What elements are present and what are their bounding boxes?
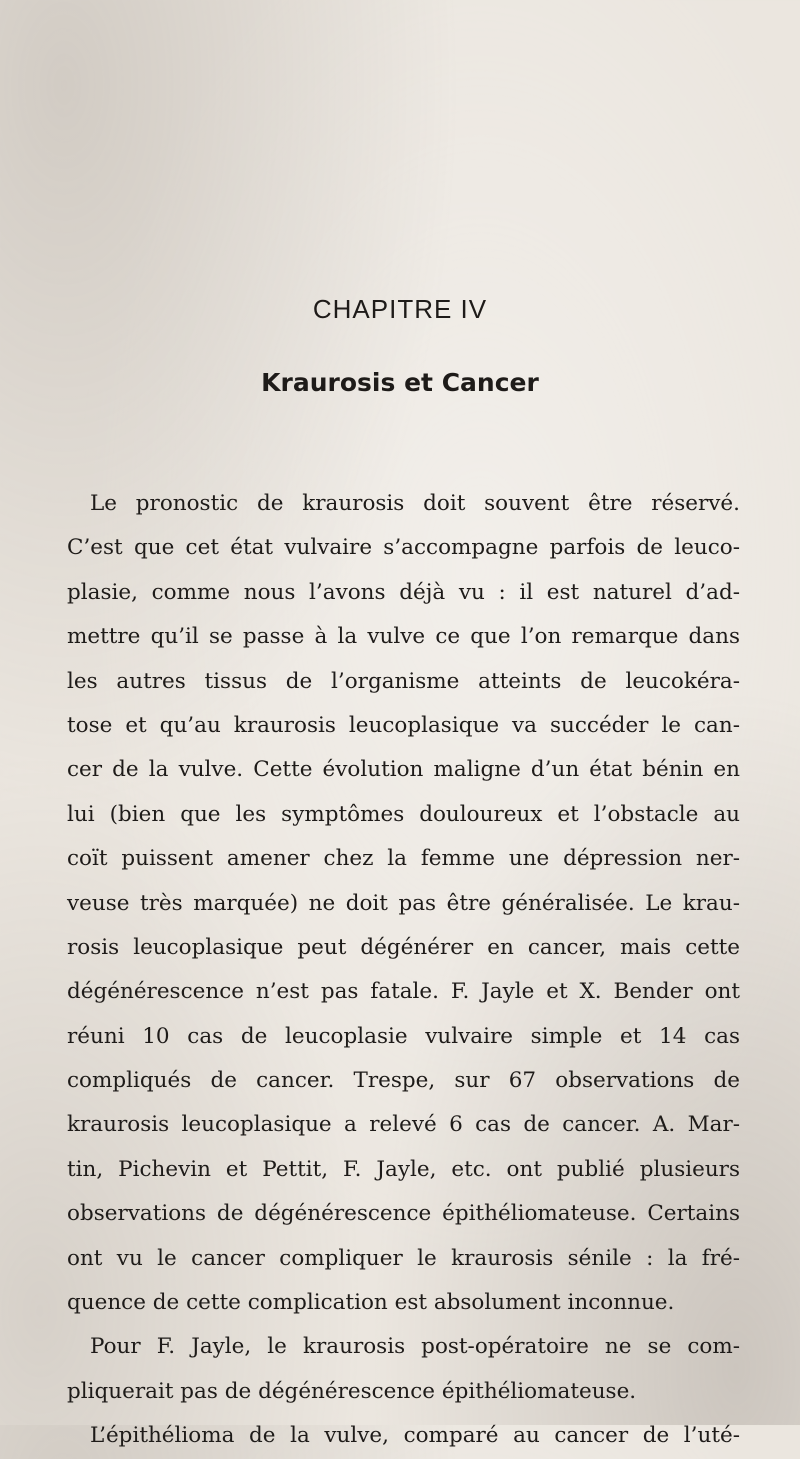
text-line: compliqués de cancer. Trespe, sur 67 observations de: [67, 1068, 740, 1094]
text-line: Le pronostic de kraurosis doit souvent être réservé.: [90, 491, 740, 516]
text-line: veuse très marquée) ne doit pas être généralisée. Le krau-: [67, 890, 740, 916]
text-line: coït puissent amener chez la femme une dépression ner-: [67, 846, 740, 872]
text-line: ont vu le cancer compliquer le kraurosis sénile : la fré-: [67, 1245, 740, 1271]
text-line: dégénérescence n’est pas fatale. F. Jayle et X. Bender ont: [67, 979, 740, 1005]
text-line: observations de dégénérescence épithéliomateuse. Certains: [67, 1201, 740, 1227]
chapter-heading: CHAPITRE IV: [312, 294, 488, 324]
text-line: tin, Pichevin et Pettit, F. Jayle, etc. ont publié plusieurs: [67, 1156, 740, 1182]
text-line: tose et qu’au kraurosis leucoplasique va succéder le can-: [67, 712, 740, 738]
text-line: mettre qu’il se passe à la vulve ce que l’on remarque dans: [67, 624, 740, 650]
text-line: les autres tissus de l’organisme atteints de leucokéra-: [67, 668, 740, 694]
text-line: kraurosis leucoplasique a relevé 6 cas de cancer. A. Mar-: [67, 1112, 740, 1138]
text-line: pliquerait pas de dégénérescence épithéliomateuse.: [67, 1378, 637, 1404]
body-text: [67, 482, 740, 1459]
text-line: réuni 10 cas de leucoplasie vulvaire simple et 14 cas: [67, 1023, 740, 1049]
text-line: lui (bien que les symptômes douloureux et l’obstacle au: [67, 801, 740, 827]
chapter-title: Kraurosis et Cancer: [261, 368, 539, 397]
text-line: rosis leucoplasique peut dégénérer en cancer, mais cette: [67, 934, 740, 960]
text-line: cer de la vulve. Cette évolution maligne d’un état bénin en: [67, 757, 740, 783]
text-line: plasie, comme nous l’avons déjà vu : il est naturel d’ad-: [67, 579, 740, 605]
text-line: C’est que cet état vulvaire s’accompagne parfois de leuco-: [67, 535, 740, 561]
text-line: quence de cette complication est absolument inconnue.: [67, 1290, 675, 1316]
text-line: L’épithélioma de la vulve, comparé au cancer de l’uté-: [90, 1423, 740, 1449]
text-line: Pour F. Jayle, le kraurosis post-opératoire ne se com-: [90, 1334, 740, 1360]
